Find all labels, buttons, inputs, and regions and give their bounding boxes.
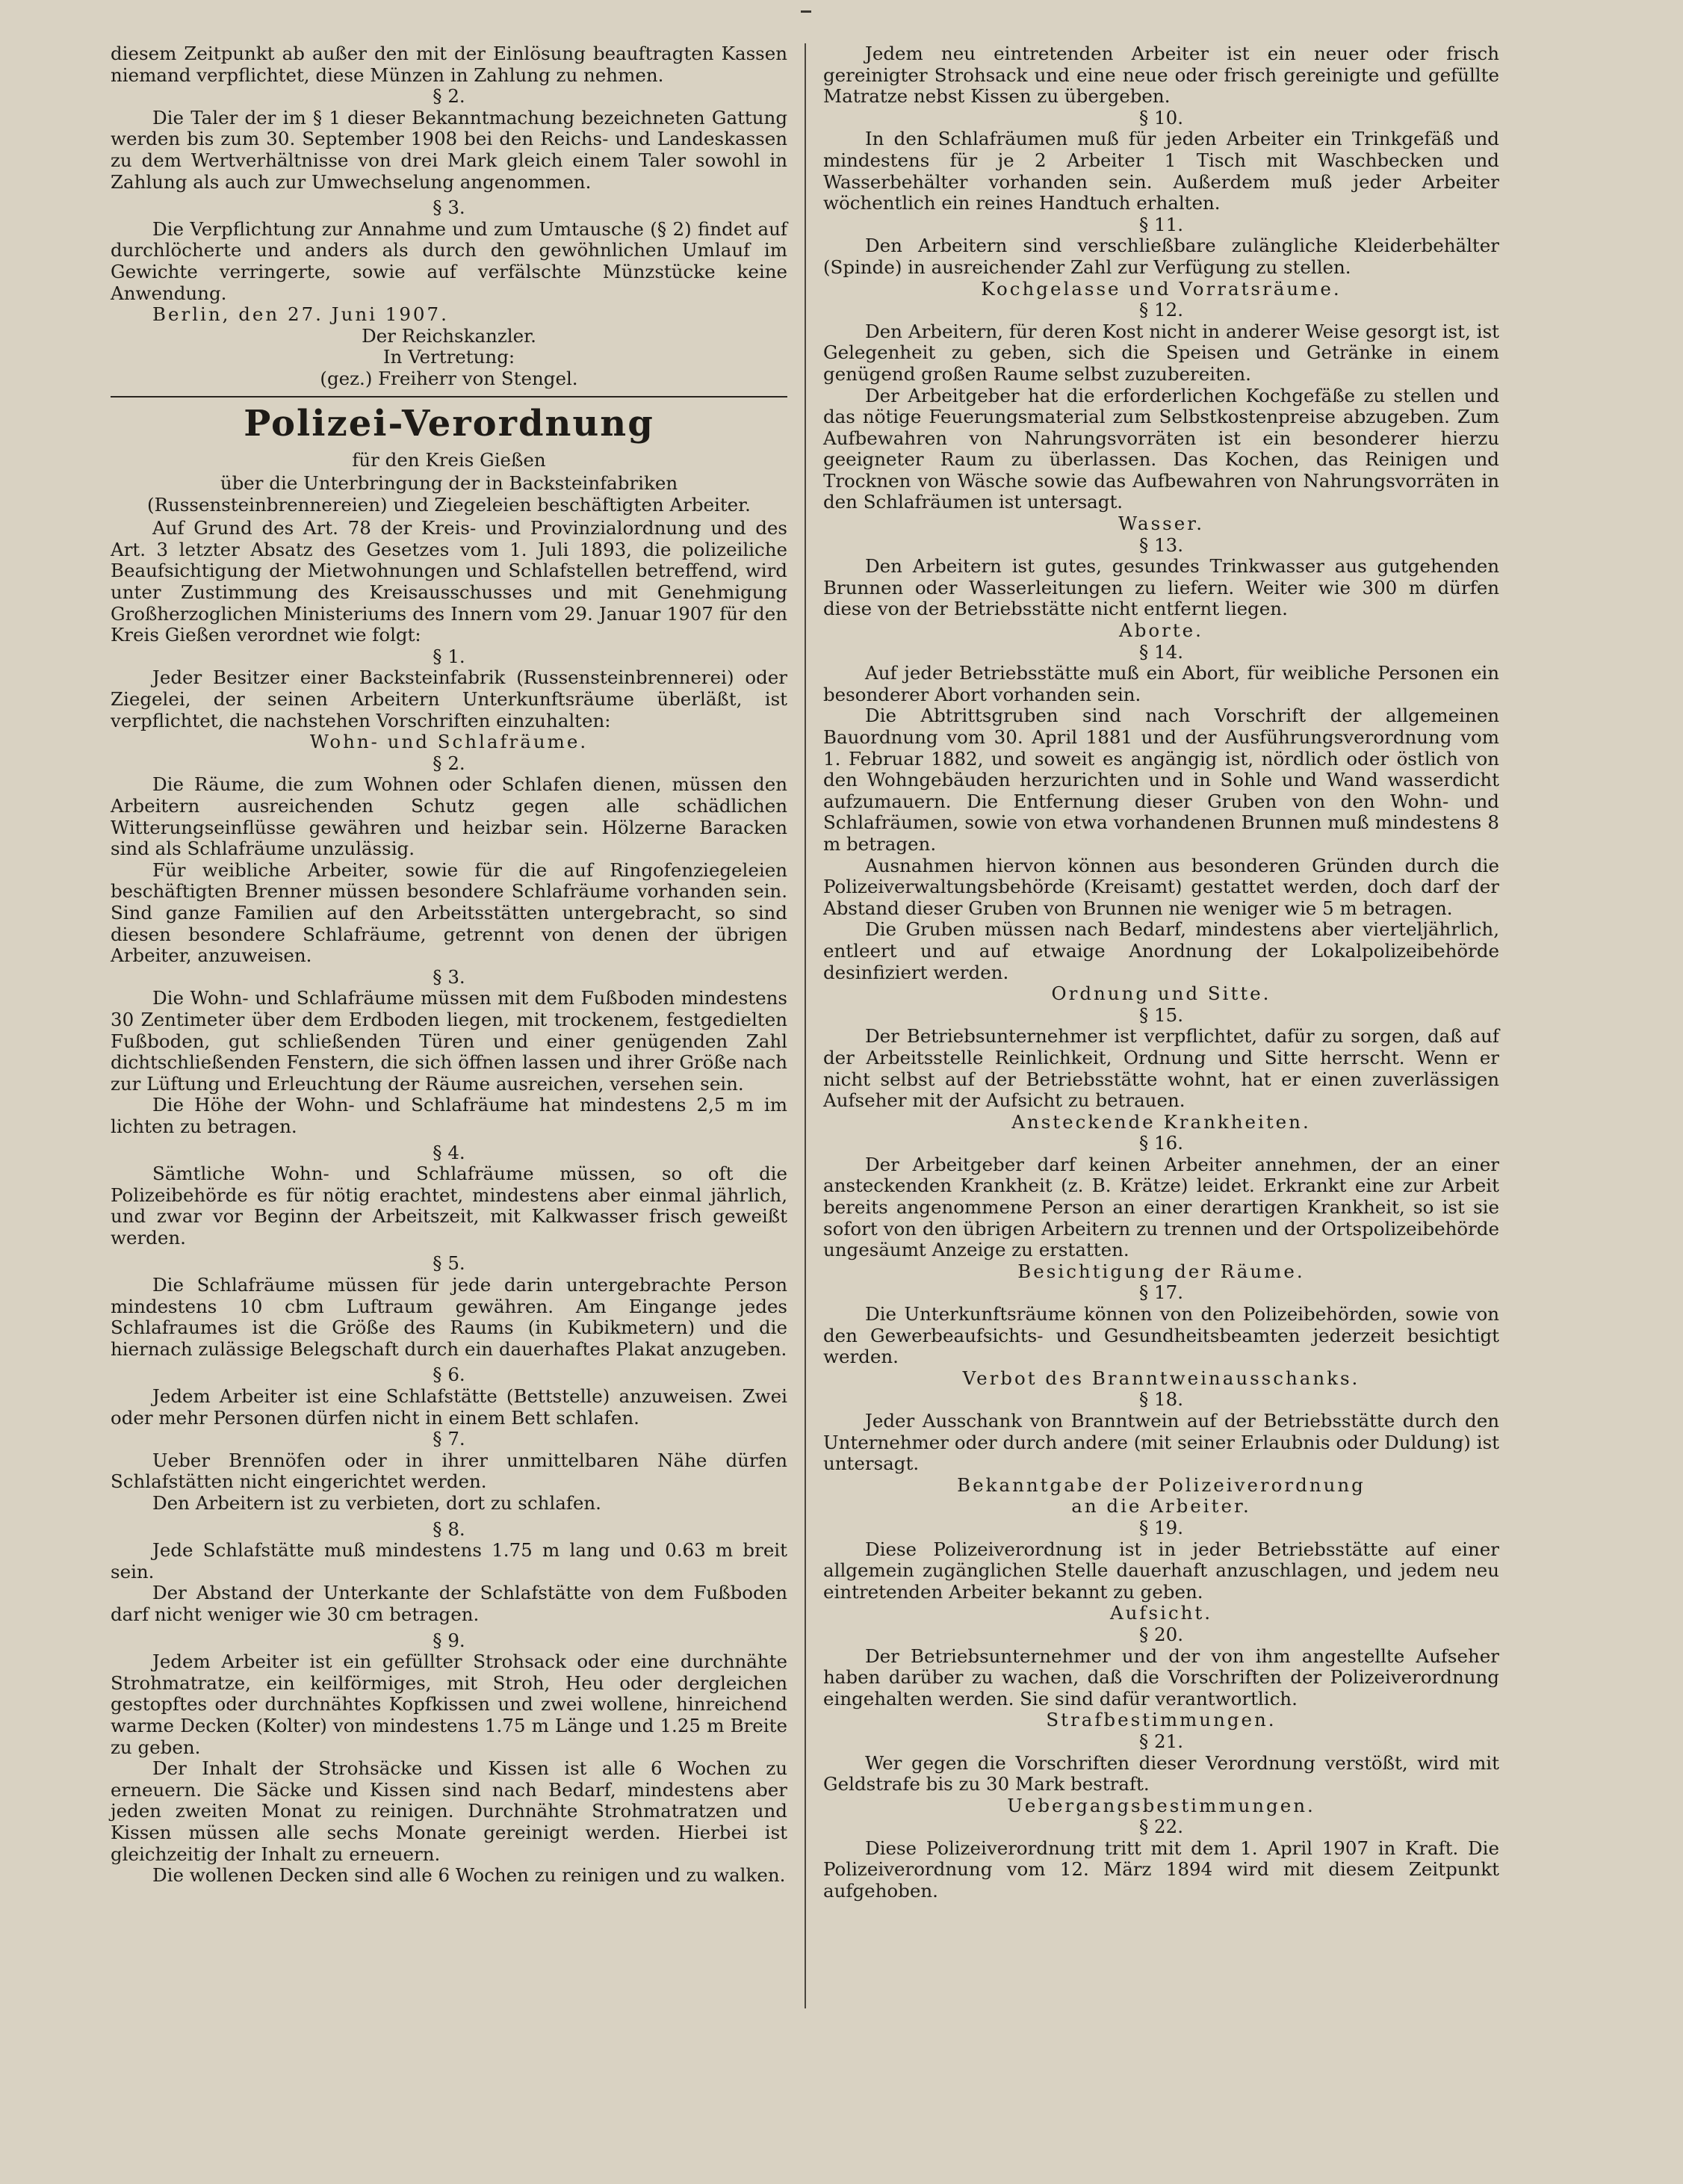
- paragraph: Die Verpflichtung zur Annahme und zum Umtausche (§ 2) findet auf durchlöcherte und anders als durch den gewöhnlichen Umlauf im Gewichte verringerte, sowie auf verfälschte Münzstücke keine Anwendung.: [111, 217, 787, 304]
- left-column: [111, 43, 787, 1887]
- section-number: § 22.: [1138, 1816, 1183, 1838]
- paragraph: Die Räume, die zum Wohnen oder Schlafen dienen, müssen den Arbeitern ausreichenden Schutz gegen alle schädlichen Witterungseinflüsse gewähren und heizbar sein. Hölzerne Baracken sind als Schlafräume unzulässig.: [111, 773, 787, 860]
- section-number: § 3.: [433, 197, 465, 219]
- paragraph: Der Betriebsunternehmer ist verpflichtet, dafür zu sorgen, daß auf der Arbeitsstelle Reinlichkeit, Ordnung und Sitte herrscht. Wenn er nicht selbst auf der Betriebsstätte wohnt, hat er einen zuverlässigen Aufseher mit der Aufsicht zu betrauen.: [823, 1025, 1499, 1112]
- section-number: § 5.: [433, 1252, 465, 1275]
- section-number: § 2.: [433, 752, 465, 774]
- section-number: § 1.: [433, 645, 465, 667]
- section-heading: Aufsicht.: [1109, 1602, 1213, 1624]
- paragraph: Der Betriebsunternehmer und der von ihm angestellte Aufseher haben darüber zu wachen, daß die Vorschriften der Polizeiverordnung eingehalten werden. Sie sind dafür verantwortlich.: [823, 1645, 1499, 1710]
- section-number: § 19.: [1138, 1516, 1183, 1538]
- paragraph: Der Arbeitgeber hat die erforderlichen Kochgefäße zu stellen und das nötige Feuerungsmaterial zum Selbstkostenpreise abzugeben. Zum Aufbewahren von Nahrungsvorräten ist ein besonderer hierzu geeigneter Raum zu überlassen. Das Kochen, das Reinigen und Trocknen von Wäsche sowie das Aufbewahren von Nahrungsvorräten in den Schlafräumen ist untersagt.: [823, 384, 1499, 513]
- signature-line: In Vertretung:: [382, 346, 515, 368]
- paragraph: Die Taler der im § 1 dieser Bekanntmachung bezeichneten Gattung werden bis zum 30. September 1908 bei den Reichs- und Landeskassen zu dem Wertverhältnisse von drei Mark gleich einem Taler sowohl in Zahlung als auch zur Umwechselung angenommen.: [111, 106, 787, 193]
- section-heading: an die Arbeiter.: [1071, 1495, 1251, 1518]
- paragraph: Für weibliche Arbeiter, sowie für die auf Ringofenziegeleien beschäftigten Brenner müssen besondere Schlafräume vorhanden sein. Sind ganze Familien auf den Arbeitsstätten untergebracht, so sind diesen besondere Schlafräume, getrennt von denen der übrigen Arbeiter, anzuweisen.: [111, 859, 787, 967]
- section-number: § 18.: [1138, 1388, 1183, 1411]
- paragraph: Jeder Besitzer einer Backsteinfabrik (Russensteinbrennerei) oder Ziegelei, der seinen Arbeitern Unterkunftsräume überläßt, ist verpflichtet, die nachstehen Vorschriften einzuhalten:: [111, 666, 787, 731]
- column-rule: [805, 43, 806, 2008]
- section-heading: Bekanntgabe der Polizeiverordnung: [957, 1473, 1366, 1496]
- paragraph: Diese Polizeiverordnung tritt mit dem 1. April 1907 in Kraft. Die Polizeiverordnung vom 12. März 1894 wird mit diesem Zeitpunkt aufgehoben.: [823, 1837, 1499, 1902]
- section-number: § 21.: [1138, 1730, 1183, 1752]
- section-heading: Uebergangsbestimmungen.: [1007, 1794, 1315, 1816]
- section-heading: Ordnung und Sitte.: [1051, 983, 1271, 1005]
- section-heading: Besichtigung der Räume.: [1017, 1260, 1305, 1282]
- paragraph: Diese Polizeiverordnung ist in jeder Betriebsstätte auf einer allgemein zugänglichen Stelle dauerhaft anzuschlagen, und jedem neu eintretenden Arbeiter bekannt zu geben.: [823, 1538, 1499, 1603]
- paragraph: Die Abtrittsgruben sind nach Vorschrift der allgemeinen Bauordnung vom 30. April 1881 und der Ausführungsverordnung vom 1. Februar 1882, und soweit es angängig ist, nördlich oder östlich von den Wohngebäuden herzurichten und in Sohle und Wand wasserdicht aufzumauern. Die Entfernung dieser Gruben von den Wohn- und Schlafräumen, sowie von etwa vorhandenen Brunnen muß mindestens 8 m betragen.: [823, 705, 1499, 855]
- paragraph: In den Schlafräumen muß für jeden Arbeiter ein Trinkgefäß und mindestens für je 2 Arbeiter 1 Tisch mit Waschbecken und Wasserbehälter vorhanden sein. Außerdem muß jeder Arbeiter wöchentlich ein reines Handtuch erhalten.: [823, 128, 1499, 214]
- section-number: § 15.: [1138, 1003, 1183, 1026]
- paragraph: Den Arbeitern sind verschließbare zulängliche Kleiderbehälter (Spinde) in ausreichender Zahl zur Verfügung zu stellen.: [823, 235, 1499, 278]
- section-number: § 6.: [433, 1364, 465, 1386]
- paragraph: Den Arbeitern ist zu verbieten, dort zu schlafen.: [152, 1492, 601, 1514]
- paragraph: Die Schlafräume müssen für jede darin untergebrachte Person mindestens 10 cbm Luftraum gewähren. Am Eingange jedes Schlafraumes ist die Größe des Raums (in Kubikmetern) und die hiernach zulässige Belegschaft durch ein dauerhaftes Plakat anzugeben.: [111, 1274, 787, 1360]
- section-heading: Kochgelasse und Vorratsräume.: [981, 277, 1342, 300]
- section-number: § 4.: [433, 1141, 465, 1163]
- section-heading: Aborte.: [1119, 619, 1203, 642]
- paragraph: Der Abstand der Unterkante der Schlafstätte von dem Fußboden darf nicht weniger wie 30 cm betragen.: [111, 1582, 787, 1625]
- paragraph: Der Arbeitgeber darf keinen Arbeiter annehmen, der an einer ansteckenden Krankheit (z. B. Krätze) leidet. Erkrankt eine zur Arbeit bereits angenommene Person an einer derartigen Krankheit, so ist sie sofort von den übrigen Arbeitern zu trennen und der Ortspolizeibehörde ungesäumt Anzeige zu erstatten.: [823, 1153, 1499, 1261]
- signature-title: Der Reichskanzler.: [362, 324, 536, 347]
- paragraph: Die Wohn- und Schlafräume müssen mit dem Fußboden mindestens 30 Zentimeter über dem Erdboden liegen, mit trockenem, festgedielten Fußboden, gut schließenden Türen und einer genügenden Zahl dichtschließenden Fenstern, die sich öffnen lassen und ihrer Größe nach zur Lüftung und Erleuchtung der Räume ausreichen, versehen sein.: [111, 987, 787, 1095]
- paragraph: Den Arbeitern, für deren Kost nicht in anderer Weise gesorgt ist, ist Gelegenheit zu geben, sich die Speisen und Getränke in einem genügend großen Raume selbst zuzubereiten.: [823, 320, 1499, 385]
- paragraph: Die wollenen Decken sind alle 6 Wochen zu reinigen und zu walken.: [152, 1864, 786, 1887]
- section-number: § 11.: [1138, 213, 1183, 235]
- paragraph: Jedem Arbeiter ist ein gefüllter Strohsack oder eine durchnähte Strohmatratze, ein keilförmiges, mit Stroh, Heu oder dergleichen gestopftes oder durchnähtes Kopfkissen und zwei wollene, hinreichend warme Decken (Kolter) von mindestens 1.75 m Länge und 1.25 m Breite zu geben.: [111, 1651, 787, 1758]
- section-number: § 12.: [1138, 299, 1183, 321]
- section-number: § 2.: [433, 85, 465, 108]
- paragraph: Ausnahmen hiervon können aus besonderen Gründen durch die Polizeiverwaltungsbehörde (Kreisamt) gestattet werden, doch darf der Abstand dieser Gruben von Brunnen nie weniger wie 5 m betragen.: [823, 854, 1499, 919]
- preamble: Auf Grund des Art. 78 der Kreis- und Provinzialordnung und des Art. 3 letzter Absatz des Gesetzes vom 1. Juli 1893, die polizeiliche Beaufsichtigung der Mietwohnungen und Schlafstellen betreffend, wird unter Zustimmung des Kreisausschusses und mit Genehmigung Großherzoglichen Ministeriums des Innern vom 29. Januar 1907 für den Kreis Gießen verordnet wie folgt:: [111, 517, 787, 646]
- paragraph: Jeder Ausschank von Branntwein auf der Betriebsstätte durch den Unternehmer oder durch andere (mit seiner Erlaubnis oder Duldung) ist untersagt.: [823, 1410, 1499, 1475]
- section-heading: Wasser.: [1118, 513, 1205, 535]
- section-heading: Verbot des Branntweinausschanks.: [962, 1367, 1360, 1389]
- section-number: § 17.: [1138, 1281, 1183, 1304]
- ordinance-title: Polizei-Verordnung: [244, 402, 654, 445]
- section-number: § 8.: [433, 1518, 465, 1540]
- paragraph: Die Höhe der Wohn- und Schlafräume hat mindestens 2,5 m im lichten zu betragen.: [111, 1094, 787, 1137]
- paragraph: Jede Schlafstätte muß mindestens 1.75 m lang und 0.63 m breit sein.: [111, 1539, 787, 1583]
- section-heading: Strafbestimmungen.: [1046, 1709, 1277, 1731]
- paragraph: Auf jeder Betriebsstätte muß ein Abort, für weibliche Personen ein besonderer Abort vorhanden sein.: [823, 662, 1499, 705]
- date-line: Berlin, den 27. Juni 1907.: [152, 303, 449, 326]
- section-number: § 20.: [1138, 1623, 1183, 1645]
- paragraph: Ueber Brennöfen oder in ihrer unmittelbaren Nähe dürfen Schlafstätten nicht eingerichtet werden.: [111, 1449, 787, 1493]
- paragraph: Der Inhalt der Strohsäcke und Kissen ist alle 6 Wochen zu erneuern. Die Säcke und Kissen sind nach Bedarf, mindestens aber jeden zweiten Monat zu reinigen. Durchnähte Strohmatratzen und Kissen müssen alle sechs Monate gereinigt werden. Hierbei ist gleichzeitig der Inhalt zu erneuern.: [111, 1757, 787, 1865]
- section-number: § 14.: [1138, 640, 1183, 663]
- signature-name: (gez.) Freiherr von Stengel.: [320, 367, 578, 389]
- paragraph: Sämtliche Wohn- und Schlafräume müssen, so oft die Polizeibehörde es für nötig erachtet, mindestens aber einmal jährlich, und zwar vor Beginn der Arbeitszeit, mit Kalkwasser frisch geweißt werden.: [111, 1163, 787, 1249]
- paragraph: Die Gruben müssen nach Bedarf, mindestens aber vierteljährlich, entleert und auf etwaige Anordnung der Lokalpolizeibehörde desinfiziert werden.: [823, 918, 1499, 983]
- intro-text: diesem Zeitpunkt ab außer den mit der Einlösung beauftragten Kassen niemand verpflichtet, diese Münzen in Zahlung zu nehmen.: [111, 43, 787, 86]
- paragraph: Jedem Arbeiter ist eine Schlafstätte (Bettstelle) anzuweisen. Zwei oder mehr Personen dürfen nicht in einem Bett schlafen.: [111, 1385, 787, 1429]
- ordinance-subject: über die Unterbringung der in Backsteinfabriken (Russensteinbrennereien) und Ziegeleien beschäftigten Arbeiter.: [147, 472, 751, 516]
- divider: [111, 396, 787, 397]
- section-heading: Ansteckende Krankheiten.: [1011, 1110, 1311, 1133]
- section-number: § 9.: [433, 1629, 465, 1651]
- section-heading: Wohn- und Schlafräume.: [309, 731, 589, 753]
- paragraph: Jedem neu eintretenden Arbeiter ist ein neuer oder frisch gereinigter Strohsack und eine neue oder frisch gereinigte und gefüllte Matratze nebst Kissen zu übergeben.: [823, 43, 1499, 108]
- right-column: [823, 43, 1499, 1902]
- paragraph: Wer gegen die Vorschriften dieser Verordnung verstößt, wird mit Geldstrafe bis zu 30 Mark bestraft.: [823, 1751, 1499, 1795]
- section-number: § 10.: [1138, 106, 1183, 129]
- ordinance-subtitle: für den Kreis Gießen: [352, 448, 546, 471]
- paragraph: Den Arbeitern ist gutes, gesundes Trinkwasser aus gutgehenden Brunnen oder Wasserleitungen zu liefern. Weiter wie 300 m dürfen diese von der Betriebsstätte nicht entfernt liegen.: [823, 555, 1499, 620]
- section-number: § 7.: [433, 1428, 465, 1450]
- page-top-mark: [801, 10, 811, 13]
- section-number: § 3.: [433, 965, 465, 988]
- section-number: § 13.: [1138, 533, 1183, 556]
- paragraph: Die Unterkunftsräume können von den Polizeibehörden, sowie von den Gewerbeaufsichts- und Gesundheitsbeamten jederzeit besichtigt werden.: [823, 1303, 1499, 1368]
- section-number: § 16.: [1138, 1132, 1183, 1154]
